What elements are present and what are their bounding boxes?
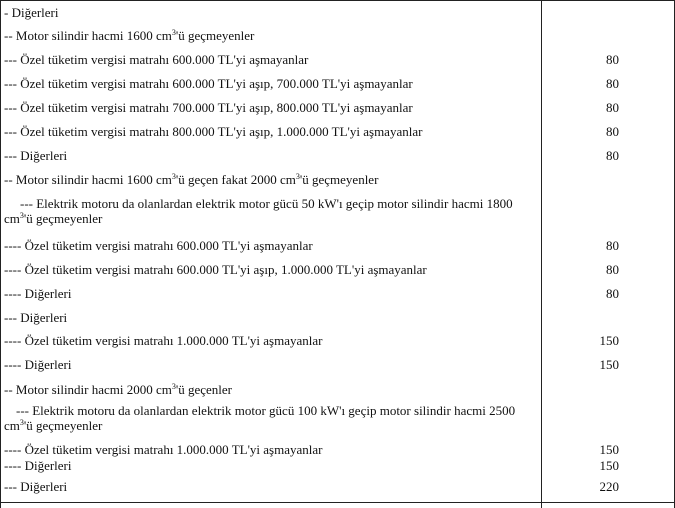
row-description: ---- Özel tüketim vergisi matrahı 1.000.000 TL'yi aşmayanlar: [4, 333, 323, 348]
column-divider: [541, 0, 542, 508]
row-description: ---- Diğerleri: [4, 458, 72, 473]
row-description: --- Diğerleri: [4, 310, 68, 325]
row-description: ---- Diğerleri: [4, 286, 72, 301]
row-description: --- Diğerleri: [4, 479, 68, 494]
row-rate: 80: [606, 52, 619, 67]
row-description: ---- Özel tüketim vergisi matrahı 600.000 TL'yi aşıp, 1.000.000 TL'yi aşmayanlar: [4, 262, 427, 277]
row-description: --- Özel tüketim vergisi matrahı 700.000 TL'yi aşıp, 800.000 TL'yi aşmayanlar: [4, 100, 413, 115]
row-rate: 80: [606, 124, 619, 139]
row-description: ---- Özel tüketim vergisi matrahı 1.000.000 TL'yi aşmayanlar: [4, 442, 323, 457]
row-rate: 80: [606, 238, 619, 253]
table-left-border: [0, 0, 1, 508]
row-rate: 150: [599, 357, 619, 372]
row-description: --- Özel tüketim vergisi matrahı 600.000 TL'yi aşıp, 700.000 TL'yi aşmayanlar: [4, 76, 413, 91]
row-description: --- Diğerleri: [4, 148, 68, 163]
row-rate: 150: [599, 458, 619, 473]
row-rate: 220: [599, 479, 619, 494]
row-description: --- Özel tüketim vergisi matrahı 600.000 TL'yi aşmayanlar: [4, 52, 309, 67]
row-description: --- Özel tüketim vergisi matrahı 800.000 TL'yi aşıp, 1.000.000 TL'yi aşmayanlar: [4, 124, 423, 139]
row-rate: 80: [606, 286, 619, 301]
row-rate: 80: [606, 148, 619, 163]
row-rate: 80: [606, 76, 619, 91]
row-description: ---- Özel tüketim vergisi matrahı 600.000 TL'yi aşmayanlar: [4, 238, 313, 253]
row-rate: 150: [599, 333, 619, 348]
table-bottom-border: [0, 502, 675, 503]
row-description: - Diğerleri: [4, 5, 59, 20]
row-description: -- Motor silindir hacmi 1600 $cm^3'ü$ geçen fakat 2000 $cm^3'ü$ geçmeyenler: [4, 172, 379, 187]
row-rate: 150: [599, 442, 619, 457]
table-top-border: [0, 0, 675, 1]
row-description: ---- Diğerleri: [4, 357, 72, 372]
row-rate: 80: [606, 100, 619, 115]
row-description: -- Motor silindir hacmi 2000 $cm^3'ü$ geçenler: [4, 382, 233, 397]
row-description: --- Elektrik motoru da olanlardan elektrik motor gücü 100 kW'ı geçip motor silindir hacmi 2500 $cm^3'ü$ geçmeyenler: [4, 403, 516, 433]
row-description: -- Motor silindir hacmi 1600 $cm^3'ü$ geçmeyenler: [4, 28, 255, 43]
row-rate: 80: [606, 262, 619, 277]
row-description: --- Elektrik motoru da olanlardan elektrik motor gücü 50 kW'ı geçip motor silindir hacmi 1800 $cm^3'ü$ geçmeyenler: [4, 196, 513, 226]
